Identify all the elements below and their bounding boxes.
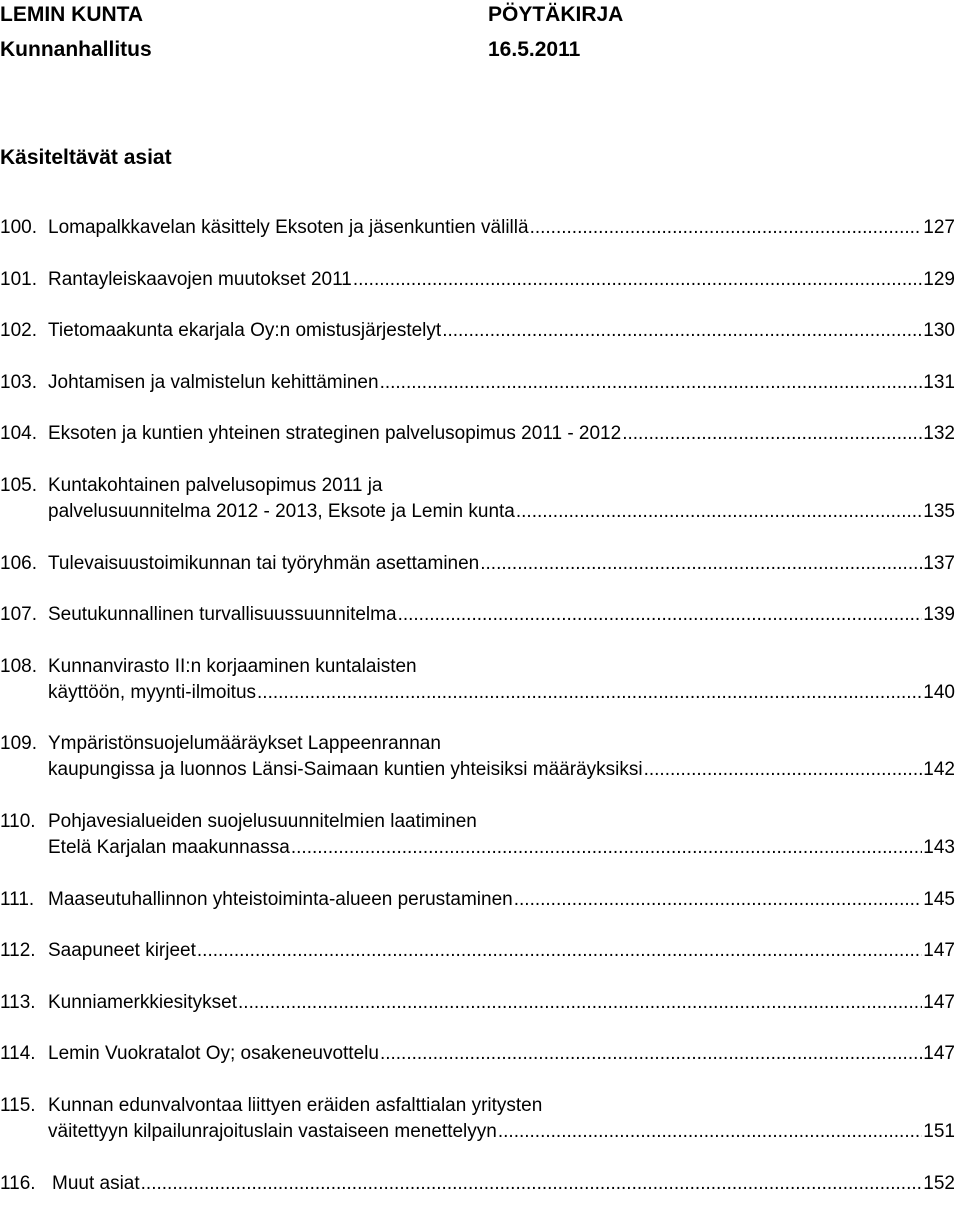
toc-entry-title: käyttöön, myynti-ilmoitus [48, 681, 257, 703]
dot-leader [622, 421, 922, 447]
table-of-contents [0, 215, 955, 1222]
dot-leader [291, 835, 922, 861]
toc-entry [0, 215, 955, 241]
toc-entry-title: Kuntakohtainen palvelusopimus 2011 ja [48, 474, 383, 496]
toc-entry-title: Kunnanvirasto II:n korjaaminen kuntalaisten [48, 655, 417, 677]
toc-entry-title: kaupungissa ja luonnos Länsi-Saimaan kuntien yhteisiksi määräyksiksi [48, 759, 643, 781]
dot-leader [530, 215, 923, 241]
toc-entry-page-number: 147 [923, 1043, 955, 1065]
dot-leader [442, 318, 922, 344]
toc-entry-number: 114. [0, 1043, 36, 1065]
toc-entry-page-number: 147 [923, 940, 955, 962]
dot-leader [257, 680, 922, 706]
toc-entry-page-number: 151 [923, 1120, 955, 1142]
governing-body: Kunnanhallitus [0, 38, 152, 61]
toc-entry-title: Johtamisen ja valmistelun kehittäminen [48, 371, 379, 393]
toc-entry-number: 116. [0, 1172, 36, 1194]
toc-entry-title: Seutukunnallinen turvallisuussuunnitelma [48, 604, 397, 626]
toc-entry-title: Kunnan edunvalvontaa liittyen eräiden asfalttialan yritysten [48, 1094, 543, 1116]
toc-entry-number: 102. [0, 320, 37, 342]
toc-entry [0, 602, 955, 628]
toc-entry [0, 1093, 955, 1145]
dot-leader [514, 887, 923, 913]
toc-entry [0, 731, 955, 783]
toc-entry [0, 1041, 955, 1067]
toc-entry-page-number: 131 [923, 371, 955, 393]
toc-entry [0, 990, 955, 1016]
dot-leader [353, 267, 922, 293]
toc-entry-title: Muut asiat [52, 1172, 140, 1194]
dot-leader [516, 499, 922, 525]
toc-entry-title: Lemin Vuokratalot Oy; osakeneuvottelu [48, 1043, 379, 1065]
toc-entry-title: palvelusuunnitelma 2012 - 2013, Eksote ja Lemin kunta [48, 500, 515, 522]
toc-entry [0, 654, 955, 706]
toc-entry-page-number: 132 [923, 423, 955, 445]
toc-entry-number: 113. [0, 991, 36, 1013]
toc-entry-page-number: 145 [923, 888, 955, 910]
toc-entry-page-number: 127 [923, 217, 955, 238]
toc-entry-title: Etelä Karjalan maakunnassa [48, 836, 290, 858]
toc-entry-number: 104. [0, 423, 37, 445]
toc-entry-title: Tietomaakunta ekarjala Oy:n omistusjärjestelyt [48, 320, 442, 342]
toc-entry-page-number: 130 [923, 320, 955, 342]
toc-entry-page-number: 147 [923, 991, 955, 1013]
toc-entry-title: Eksoten ja kuntien yhteinen strateginen palvelusopimus 2011 - 2012 [48, 423, 622, 445]
toc-entry-title: Rantayleiskaavojen muutokset 2011 [48, 268, 352, 290]
toc-entry-title: Ympäristönsuojelumääräykset Lappeenrannan [48, 733, 441, 755]
dot-leader [197, 938, 922, 964]
toc-entry [0, 370, 955, 396]
dot-leader [644, 757, 923, 783]
meeting-date: 16.5.2011 [488, 38, 581, 61]
toc-entry-title: Tulevaisuustoimikunnan tai työryhmän asettaminen [48, 552, 480, 574]
toc-entry-number: 110. [0, 810, 36, 832]
toc-entry-number: 106. [0, 552, 37, 574]
organization-name: LEMIN KUNTA [0, 3, 144, 26]
toc-entry-page-number: 135 [923, 500, 955, 522]
toc-entry-page-number: 129 [923, 268, 955, 290]
toc-entry-number: 100. [0, 217, 37, 238]
toc-entry-page-number: 152 [923, 1172, 955, 1194]
toc-entry-title: Maaseutuhallinnon yhteistoiminta-alueen perustaminen [48, 888, 513, 910]
toc-entry [0, 267, 955, 293]
toc-entry-number: 105. [0, 474, 37, 496]
toc-entry [0, 938, 955, 964]
toc-entry-number: 103. [0, 371, 37, 393]
toc-entry-number: 112. [0, 940, 36, 962]
toc-entry-title: väitettyyn kilpailunrajoituslain vastaiseen menettelyyn [48, 1120, 497, 1142]
toc-entry [0, 318, 955, 344]
toc-entry-number: 115. [0, 1094, 36, 1116]
toc-entry [0, 1171, 955, 1197]
toc-entry [0, 421, 955, 447]
toc-entry-number: 111. [0, 888, 35, 910]
toc-entry-number: 108. [0, 655, 37, 677]
toc-entry-title: Saapuneet kirjeet [48, 940, 196, 962]
dot-leader [380, 1041, 922, 1067]
toc-entry-title: Pohjavesialueiden suojelusuunnitelmien laatiminen [48, 810, 477, 832]
toc-entry [0, 473, 955, 525]
toc-entry-number: 107. [0, 604, 37, 626]
toc-entry-page-number: 143 [923, 836, 955, 858]
toc-entry [0, 887, 955, 913]
dot-leader [141, 1171, 923, 1197]
toc-entry-number: 101. [0, 268, 37, 290]
toc-entry-page-number: 140 [923, 681, 955, 703]
toc-entry-title: Kunniamerkkiesitykset [48, 991, 238, 1013]
toc-entry [0, 809, 955, 861]
dot-leader [498, 1119, 922, 1145]
toc-entry-title: Lomapalkkavelan käsittely Eksoten ja jäsenkuntien välillä [48, 217, 529, 238]
toc-entry-page-number: 137 [923, 552, 955, 574]
toc-entry-page-number: 142 [923, 759, 955, 781]
dot-leader [480, 551, 922, 577]
dot-leader [238, 990, 922, 1016]
dot-leader [398, 602, 923, 628]
toc-entry [0, 551, 955, 577]
document-type: PÖYTÄKIRJA [488, 3, 624, 26]
toc-entry-number: 109. [0, 733, 37, 755]
toc-entry-page-number: 139 [923, 604, 955, 626]
section-title: Käsiteltävät asiat [0, 146, 172, 169]
dot-leader [380, 370, 923, 396]
